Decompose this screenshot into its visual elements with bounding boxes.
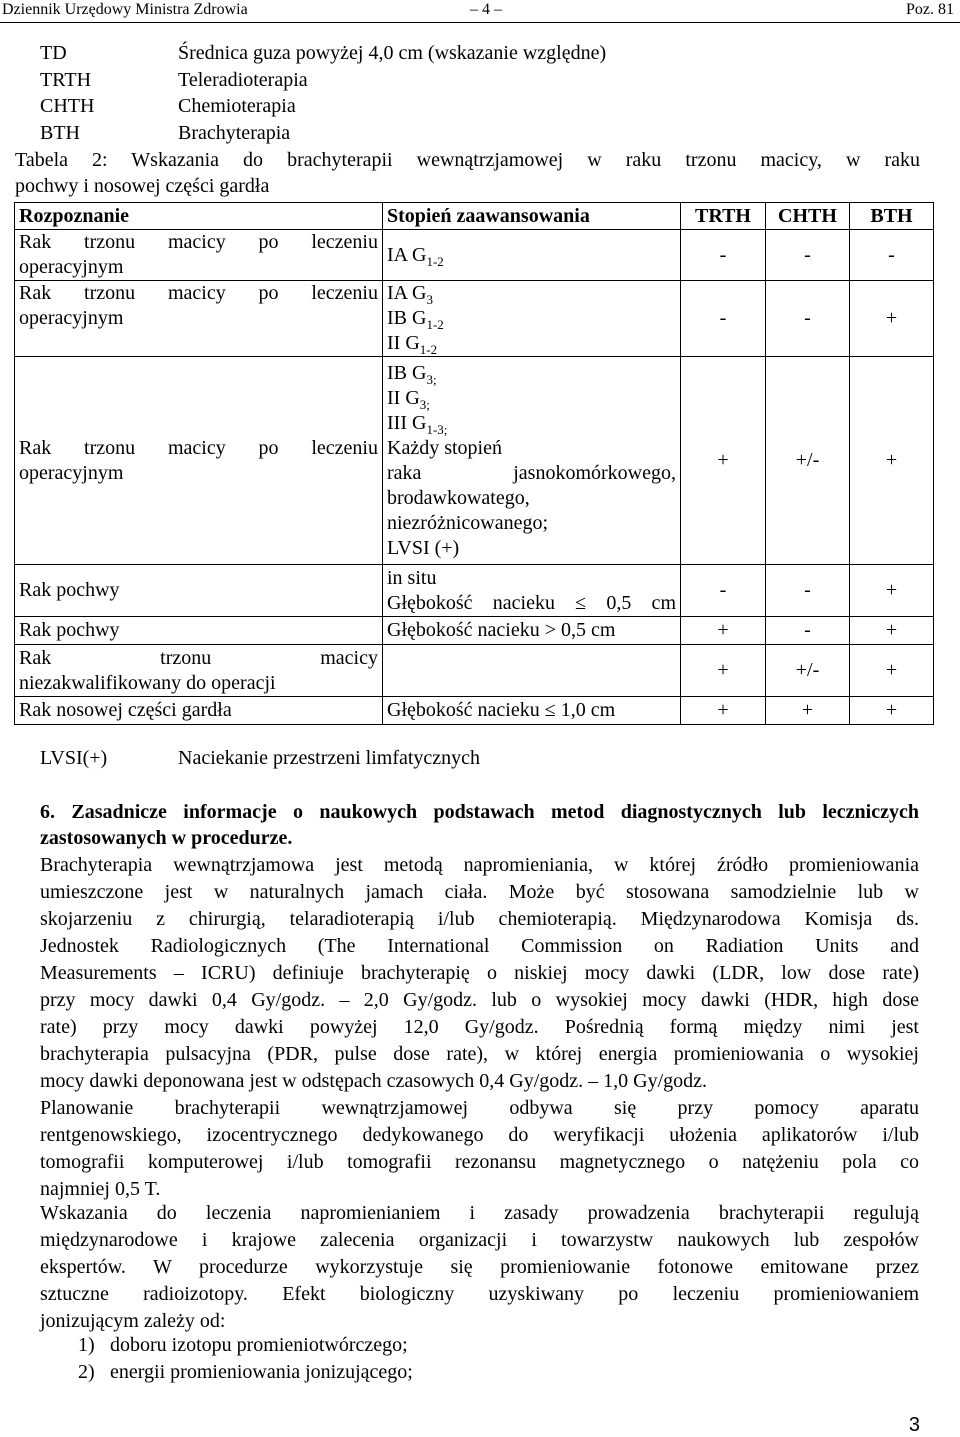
stage-cell: Głębokość nacieku > 0,5 cm — [383, 617, 681, 645]
paragraph-line: Brachyterapia wewnątrzjamowa jest metodą napromieniania, w której źródło promieniowania — [40, 854, 919, 876]
column-header: Stopień zaawansowania — [383, 203, 681, 230]
page-header — [0, 0, 960, 23]
paragraph-line: rentgenowskiego, izocentrycznego dedykowanego do weryfikacji ułożenia aplikatorów i/lub — [40, 1124, 919, 1146]
diagnosis-cell — [15, 617, 383, 645]
page-number: 3 — [908, 1414, 920, 1436]
numbered-list — [78, 1332, 413, 1386]
paragraph-line: brachyterapia pulsacyjna (PDR, pulse dose rate), w której energia promieniowania o wysokiej — [40, 1043, 919, 1065]
diagnosis-line: Rak nosowej części gardła — [19, 699, 232, 721]
bth-cell: - — [850, 230, 934, 281]
paragraph — [40, 1200, 919, 1335]
trth-cell: - — [681, 281, 766, 357]
trth-cell: + — [681, 617, 766, 645]
diagnosis-line: Rak trzonu macicy po leczeniu — [19, 436, 378, 459]
journal-title: Dziennik Urzędowy Ministra Zdrowia — [2, 1, 248, 18]
chth-cell: +/- — [766, 357, 850, 565]
chth-cell: - — [766, 281, 850, 357]
paragraph-line: skojarzeniu z chirurgią, telaradioterapią i/lub chemioterapią. Międzynarodowa Komisja ds. — [40, 908, 919, 930]
column-header: Rozpoznanie — [15, 203, 383, 230]
trth-cell: + — [681, 357, 766, 565]
table-caption-line: Tabela 2: Wskazania do brachyterapii wewnątrzjamowej w raku trzonu macicy, w raku — [15, 149, 920, 171]
diagnosis-line: Rak trzonu macicy po leczeniu — [19, 282, 378, 304]
table-caption-line: pochwy i nosowej części gardła — [15, 175, 270, 197]
bth-cell: + — [850, 281, 934, 357]
paragraph-line: umieszczone jest w naturalnych jamach ciała. Może być stosowana samodzielnie lub w — [40, 881, 919, 903]
paragraph-line: Planowanie brachyterapii wewnątrzjamowej odbywa się przy pomocy aparatu — [40, 1097, 919, 1119]
column-header: CHTH — [766, 203, 850, 230]
abbreviation-value: Chemioterapia — [178, 95, 296, 117]
legend-note — [40, 745, 480, 771]
bth-cell: + — [850, 565, 934, 617]
diagnosis-cell — [15, 645, 383, 697]
chth-cell: +/- — [766, 645, 850, 697]
diagnosis-line: Rak trzonu macicy po leczeniu — [19, 231, 378, 253]
section-title — [40, 799, 919, 851]
diagnosis-cell — [15, 281, 383, 357]
abbreviation-value: Średnica guza powyżej 4,0 cm (wskazanie względne) — [178, 42, 607, 64]
table-row — [15, 230, 934, 281]
legend-key: LVSI(+) — [40, 747, 108, 769]
diagnosis-line: Rak pochwy — [19, 579, 120, 601]
abbreviation-list — [40, 40, 606, 146]
table-row — [15, 565, 934, 617]
abbreviation-row — [40, 93, 606, 120]
chth-cell: + — [766, 697, 850, 725]
table-row — [15, 617, 934, 645]
stage-cell: Głębokość nacieku ≤ 1,0 cm — [383, 697, 681, 725]
stage-cell — [383, 645, 681, 697]
stage-cell: IB $G_{3;}$ II $G_{3;}$ III $G_{1-3;}$ Każdy stopień raka jasnokomórkowego, brodawkowatego, niezróżnicowanego; LVSI (+) — [383, 357, 681, 565]
table-row — [15, 281, 934, 357]
diagnosis-cell — [15, 697, 383, 725]
section-title-text: 6. Zasadnicze informacje o naukowych podstawach metod diagnostycznych lub leczniczych zastosowanych w procedurze. — [40, 801, 919, 849]
stage-cell: in situ Głębokość nacieku ≤ 0,5 cm — [383, 565, 681, 617]
abbreviation-key: BTH — [40, 121, 80, 144]
paragraph — [40, 1095, 919, 1203]
legend-value: Naciekanie przestrzeni limfatycznych — [178, 747, 481, 769]
bth-cell: + — [850, 697, 934, 725]
diagnosis-cell — [15, 565, 383, 617]
list-item-number: 2) — [78, 1361, 95, 1383]
paragraph — [40, 852, 919, 1095]
chth-cell: - — [766, 230, 850, 281]
paragraph-line: Jednostek Radiologicznych (The International Commission on Radiation Units and — [40, 935, 919, 957]
list-item — [78, 1359, 413, 1386]
diagnosis-line: operacyjnym — [19, 461, 124, 484]
paragraph-line: mocy dawki deponowana jest w odstępach czasowych 0,4 Gy/godz. – 1,0 Gy/godz. — [40, 1070, 708, 1092]
chth-cell: - — [766, 565, 850, 617]
list-item-number: 1) — [78, 1334, 95, 1356]
abbreviation-value: Teleradioterapia — [178, 68, 308, 91]
stage-cell: IA $G_3$ IB $G_{1-2}$ II $G_{1-2}$ — [383, 281, 681, 357]
position-number: Poz. 81 — [906, 1, 954, 18]
table-row — [15, 357, 934, 565]
abbreviation-value: Brachyterapia — [178, 121, 291, 144]
trth-cell: + — [681, 645, 766, 697]
bth-cell: + — [850, 645, 934, 697]
stage-cell: IA $G_{1-2}$ — [383, 230, 681, 281]
paragraph-line: ekspertów. W procedurze wykorzystuje się promieniowanie fotonowe emitowane przez — [40, 1256, 919, 1278]
bth-cell: + — [850, 357, 934, 565]
trth-cell: - — [681, 565, 766, 617]
indications-table — [14, 202, 934, 725]
paragraph-line: Measurements – ICRU) definiuje brachyterapię o niskiej mocy dawki (LDR, low dose rate) — [40, 962, 919, 984]
paragraph-line: najmniej 0,5 T. — [40, 1178, 161, 1200]
abbreviation-key: TRTH — [40, 68, 92, 91]
list-item — [78, 1332, 413, 1359]
column-header: TRTH — [681, 203, 766, 230]
paragraph-line: rate) przy mocy dawki powyżej 12,0 Gy/godz. Pośrednią formą między nimi jest — [40, 1016, 919, 1038]
table-header-row — [15, 203, 934, 230]
diagnosis-line: operacyjnym — [19, 256, 124, 278]
abbreviation-row — [40, 40, 606, 67]
abbreviation-row — [40, 120, 606, 147]
trth-cell: + — [681, 697, 766, 725]
list-item-text: doboru izotopu promieniotwórczego; — [110, 1334, 408, 1356]
table-row — [15, 697, 934, 725]
diagnosis-line: operacyjnym — [19, 307, 124, 329]
paragraph-line: przy mocy dawki 0,4 Gy/godz. – 2,0 Gy/godz. lub o wysokiej mocy dawki (HDR, high dose — [40, 989, 919, 1011]
paragraph-line: międzynarodowe i krajowe zalecenia organizacji i towarzystw naukowych lub zespołów — [40, 1229, 919, 1251]
paragraph-line: jonizującym zależy od: — [40, 1310, 226, 1332]
bth-cell: + — [850, 617, 934, 645]
column-header: BTH — [850, 203, 934, 230]
diagnosis-line: Rak pochwy — [19, 619, 120, 641]
paragraph-line: sztuczne radioizotopy. Efekt biologiczny uzyskiwany po leczeniu promieniowaniem — [40, 1283, 919, 1305]
diagnosis-cell — [15, 357, 383, 565]
table-row — [15, 645, 934, 697]
paragraph-line: tomografii komputerowej i/lub tomografii rezonansu magnetycznego o natężeniu pola co — [40, 1151, 919, 1173]
page-indicator: – 4 – — [470, 1, 502, 18]
list-item-text: energii promieniowania jonizującego; — [110, 1361, 413, 1383]
abbreviation-key: TD — [40, 42, 67, 64]
paragraph-line: Wskazania do leczenia napromienianiem i zasady prowadzenia brachyterapii regulują — [40, 1202, 919, 1224]
abbreviation-row — [40, 67, 606, 94]
diagnosis-line: Rak trzonu macicy — [19, 646, 378, 669]
abbreviation-key: CHTH — [40, 95, 95, 117]
chth-cell: - — [766, 617, 850, 645]
table-caption — [15, 147, 920, 199]
trth-cell: - — [681, 230, 766, 281]
diagnosis-cell — [15, 230, 383, 281]
diagnosis-line: niezakwalifikowany do operacji — [19, 671, 276, 694]
